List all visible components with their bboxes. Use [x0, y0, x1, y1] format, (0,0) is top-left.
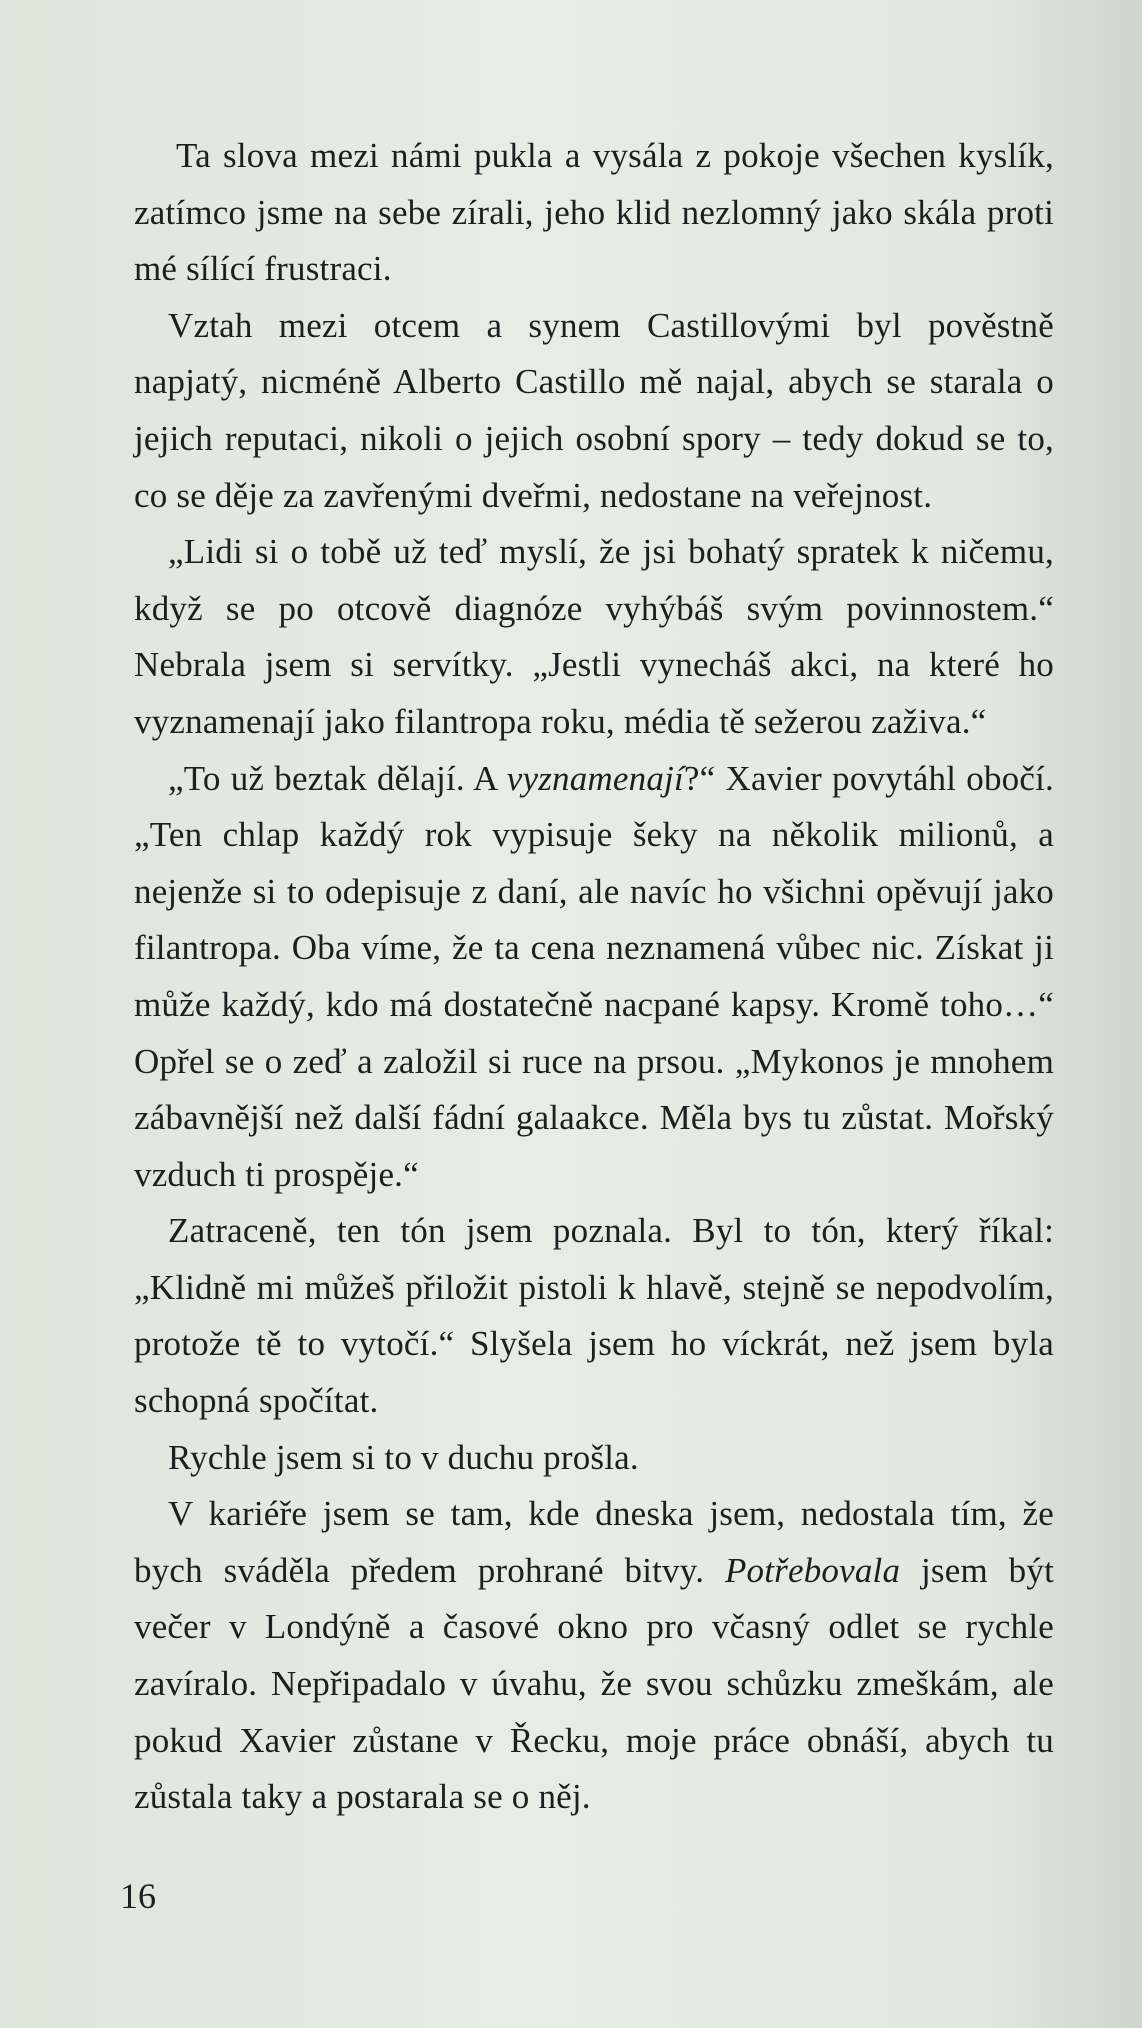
paragraph-1: [134, 128, 1054, 298]
paragraph-7-text-a: V kariéře jsem se tam, kde dneska jsem, nedostala tím, že bych sváděla předem prohrané bitvy.: [134, 1494, 1054, 1590]
paragraph-7: [134, 1486, 1054, 1826]
paragraph-6: [134, 1430, 1054, 1487]
paragraph-4-italic: vyznamenají: [506, 758, 684, 798]
paragraph-7-text-b: jsem být večer v Londýně a časové okno pro včasný odlet se rychle zavíralo. Nepřipadalo v úvahu, že svou schůzku zmeškám, ale pokud Xavier zůstane v Řecku, moje práce obnáší, abych tu zůstala taky a postarala se o něj.: [134, 1550, 1055, 1817]
page-number: 16: [120, 1876, 156, 1916]
paragraph-6-text: Rychle jsem si to v duchu prošla.: [168, 1437, 639, 1477]
body-text: [134, 128, 1054, 1826]
paragraph-2-text: Vztah mezi otcem a synem Castillovými byl pověstně napjatý, nicméně Alberto Castillo mě najal, abych se starala o jejich reputaci, nikoli o jejich osobní spory – tedy dokud se to, co se děje za zavřenými dveřmi, nedostane na veřejnost.: [134, 305, 1054, 515]
paragraph-3-text: „Lidi si o tobě už teď myslí, že jsi bohatý spratek k ničemu, když se po otcově diagnóze vyhýbáš svým povinnostem.“ Nebrala jsem si servítky. „Jestli vynecháš akci, na které ho vyznamenají jako filantropa roku, média tě sežerou zaživa.“: [134, 532, 1054, 741]
paragraph-4-text-b: ?“ Xavier povytáhl obočí. „Ten chlap každý rok vypisuje šeky na několik milionů, a nejenže si to odepisuje z daní, ale navíc ho všichni opěvují jako filantropa. Oba víme, že ta cena neznamená vůbec nic. Získat ji může každý, kdo má dostatečně nacpané kapsy. Kromě toho…“ Opřel se o zeď a založil si ruce na prsou. „Mykonos je mnohem zábavnější než další fádní galaakce. Měla bys tu zůstat. Mořský vzduch ti prospěje.“: [134, 758, 1054, 1194]
paragraph-5: [134, 1203, 1054, 1429]
paragraph-5-text: Zatraceně, ten tón jsem poznala. Byl to tón, který říkal: „Klidně mi můžeš přiložit pistoli k hlavě, stejně se nepodvolím, protože tě to vytočí.“ Slyšela jsem ho víckrát, než jsem byla schopná spočítat.: [134, 1211, 1054, 1421]
paragraph-2: [134, 298, 1054, 524]
paragraph-7-italic: Potřebovala: [724, 1550, 901, 1590]
paragraph-4: [134, 751, 1054, 1204]
paragraph-3: [134, 524, 1054, 750]
paragraph-1-text: Ta slova mezi námi pukla a vysála z pokoje všechen kyslík, zatímco jsme na sebe zírali, jeho klid nezlomný jako skála proti mé sílící frustraci.: [134, 136, 1054, 289]
paragraph-4-text-a: „To už beztak dělají. A: [168, 758, 507, 798]
